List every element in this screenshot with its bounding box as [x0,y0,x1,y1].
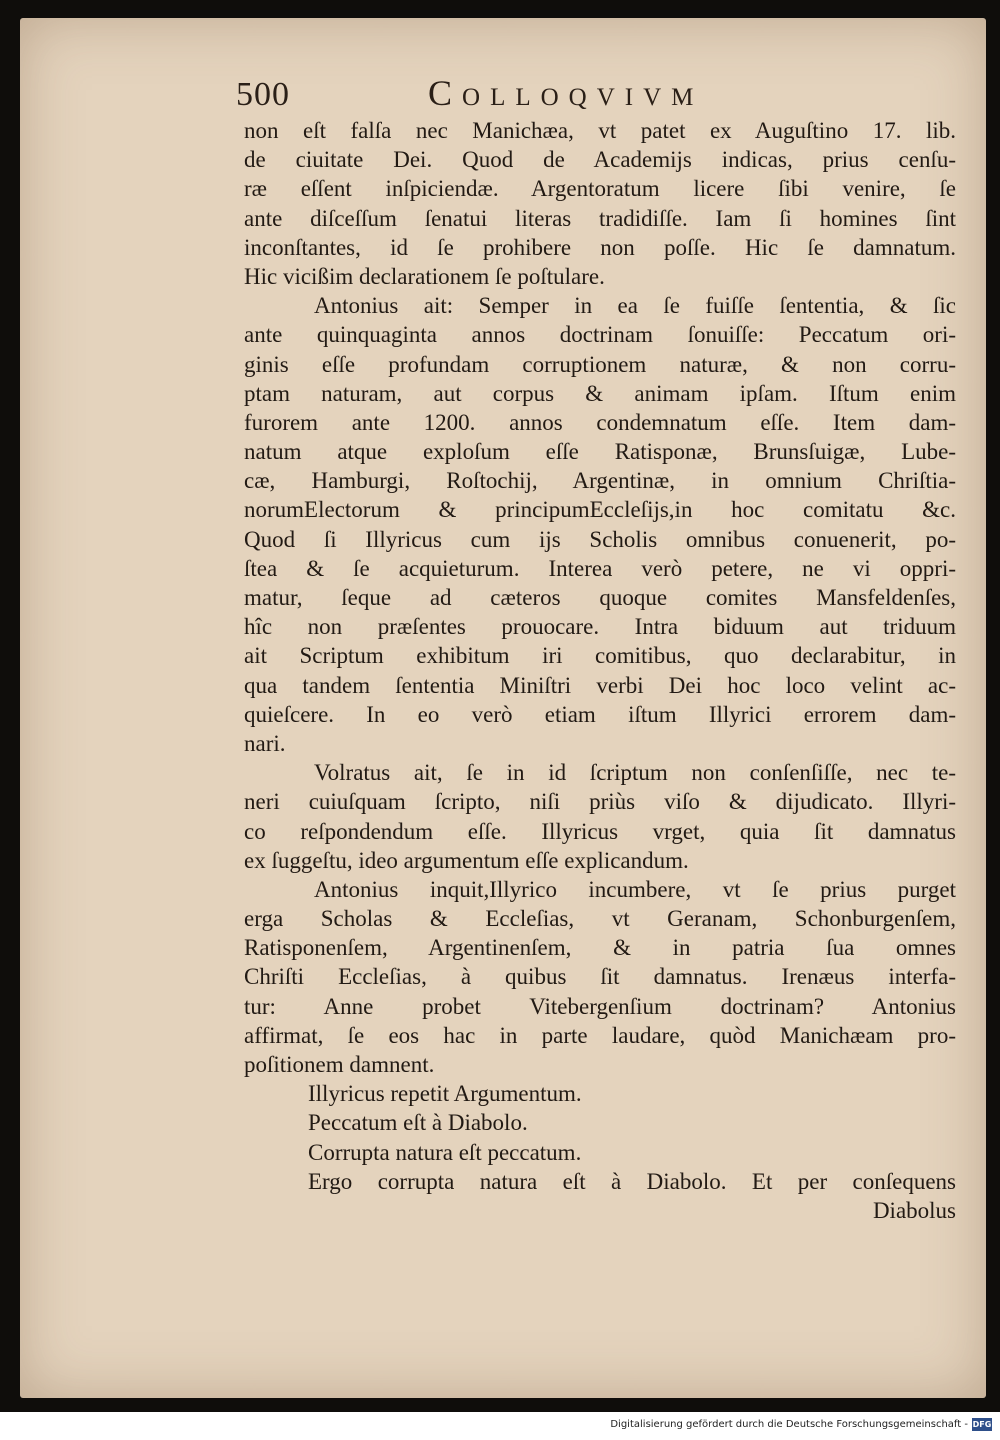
text-line: Hic vicißim declarationem ſe poſtulare. [244,263,605,289]
text-line: cæ, Hamburgi, Roſtochij, Argentinæ, in omnium Chriſtia- [244,468,956,494]
text-line: neri cuiuſquam ſcripto, niſi priùs viſo & dijudicato. Illyri- [244,789,956,815]
text-line: tur: Anne probet Vitebergenſium doctrinam? Antonius [244,993,956,1019]
text-line: natum atque exploſum eſſe Ratisponæ, Brunsſuigæ, Lube- [244,439,956,465]
footer-bar [0,1412,1000,1440]
running-title: Colloqvivm [428,73,704,113]
text-line: ginis eſſe profundam corruptionem naturæ, & non corru- [244,351,956,377]
funding-credit: Digitalisierung gefördert durch die Deutsche Forschungsgemeinschaft - [610,1419,968,1430]
text-line: affirmat, ſe eos hac in parte laudare, quòd Manichæam pro- [244,1022,956,1048]
text-line: qua tandem ſententia Miniſtri verbi Dei hoc loco velint ac- [244,672,956,698]
text-line: ante quinquaginta annos doctrinam ſonuiſſe: Peccatum ori- [244,322,956,348]
text-line: inconſtantes, id ſe prohibere non poſſe. Hic ſe damnatum. [244,234,956,260]
syllogism-line: Corrupta natura eſt peccatum. [308,1139,582,1165]
text-line: nari. [244,730,286,756]
text-line: furorem ante 1200. annos condemnatum eſſe. Item dam- [244,409,956,435]
text-line: poſitionem damnent. [244,1052,435,1077]
text-line: ante diſceſſum ſenatui literas tradidiſſe. Iam ſi homines ſint [244,205,956,231]
text-line: Antonius inquit,Illyrico incumbere, vt ſe prius purget [314,876,956,902]
syllogism-line: Illyricus repetit Argumentum. [308,1081,582,1107]
dfg-logo: DFG [972,1420,992,1429]
page-number: 500 [236,76,290,113]
running-head [236,72,782,118]
text-line: non eſt falſa nec Manichæa, vt patet ex Auguſtino 17. lib. [244,118,956,143]
text-line: norumElectorum & principumEccleſijs,in hoc comitatu &c. [244,497,956,523]
text-line: ait Scriptum exhibitum iri comitibus, quo declarabitur, in [244,643,956,669]
text-line: Antonius ait: Semper in ea ſe fuiſſe ſententia, & ſic [314,293,956,319]
text-line: Ratisponenſem, Argentinenſem, & in patria ſua omnes [244,935,956,961]
catchword: Diabolus [872,1197,956,1223]
text-line: Quod ſi Illyricus cum ijs Scholis omnibus conuenerit, po- [244,526,956,552]
text-line: erga Scholas & Eccleſias, vt Geranam, Schonburgenſem, [244,906,956,932]
text-line: ræ eſſent inſpiciendæ. Argentoratum licere ſibi venire, ſe [244,176,956,202]
text-line: co reſpondendum eſſe. Illyricus vrget, quia ſit damnatus [244,818,956,844]
text-line: Chriſti Eccleſias, à quibus ſit damnatus. Irenæus interfa- [244,964,956,990]
text-line: de ciuitate Dei. Quod de Academijs indicas, prius cenſu- [244,147,956,173]
text-line: matur, ſeque ad cæteros quoque comites Mansfeldenſes, [244,585,956,610]
text-line: hîc non præſentes prouocare. Intra biduum aut triduum [244,614,956,640]
text-line: quieſcere. In eo verò etiam iſtum Illyrici errorem dam- [244,701,956,727]
syllogism-line: Ergo corrupta natura eſt à Diabolo. Et per conſequens [308,1168,956,1194]
text-line: ex ſuggeſtu, ideo argumentum eſſe explicandum. [244,847,689,873]
text-line: ptam naturam, aut corpus & animam ipſam. Iſtum enim [244,380,956,406]
text-line: ſtea & ſe acquieturum. Interea verò petere, ne vi oppri- [244,555,956,581]
syllogism-line: Peccatum eſt à Diabolo. [308,1110,528,1136]
text-block [244,116,956,1225]
text-line: Volratus ait, ſe in id ſcriptum non conſenſiſſe, nec te- [314,760,956,786]
